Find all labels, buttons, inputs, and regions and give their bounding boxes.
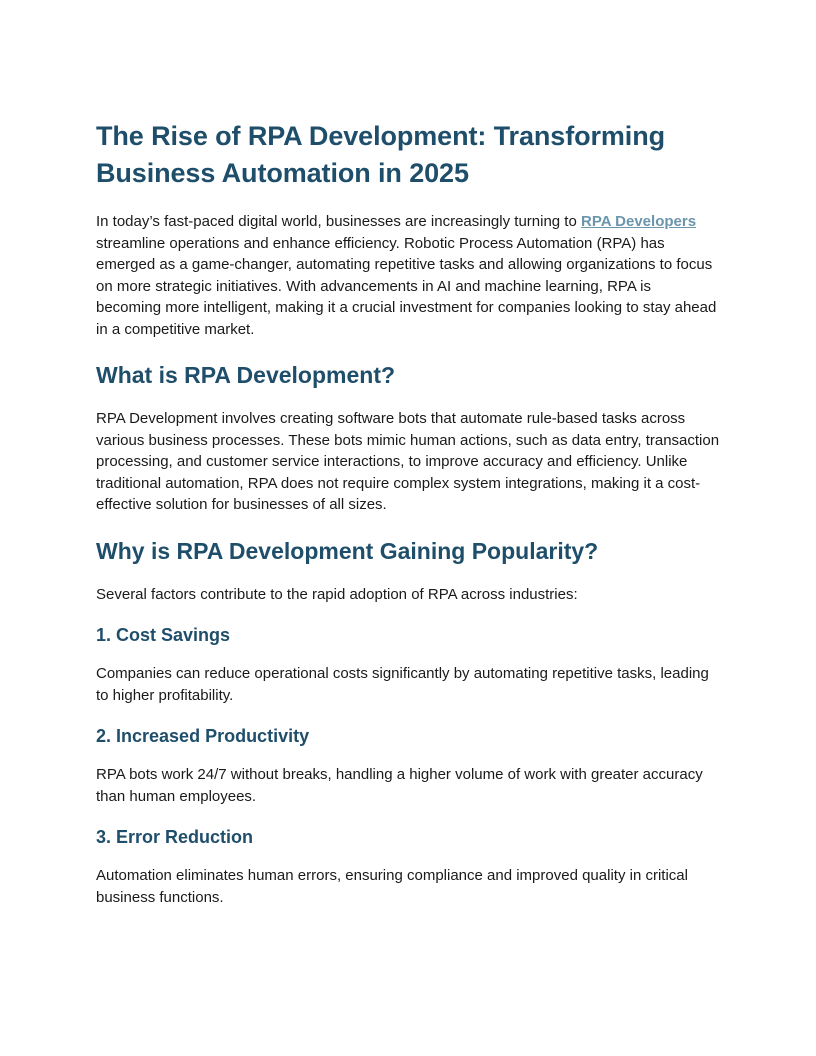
section-heading-what-is-rpa: What is RPA Development? <box>96 362 396 388</box>
intro-text-before-link: In today’s fast-paced digital world, businesses are increasingly turning to <box>96 213 581 230</box>
rpa-developers-link[interactable]: RPA Developers <box>581 213 697 230</box>
body-error-reduction: Automation eliminates human errors, ensuring compliance and improved quality in critical business functions. <box>96 867 688 906</box>
intro-paragraph <box>96 211 720 340</box>
section-heading-why-rpa: Why is RPA Development Gaining Popularity? <box>96 537 599 564</box>
body-cost-savings: Companies can reduce operational costs significantly by automating repetitive tasks, leading to higher profitability. <box>96 665 709 704</box>
page-title: The Rise of RPA Development: Transforming Business Automation in 2025 <box>96 121 665 188</box>
subheading-error-reduction: 3. Error Reduction <box>96 827 254 847</box>
section-intro-why-rpa: Several factors contribute to the rapid adoption of RPA across industries: <box>96 585 578 603</box>
subheading-cost-savings: 1. Cost Savings <box>96 625 231 645</box>
subheading-increased-productivity: 2. Increased Productivity <box>96 726 310 746</box>
section-body-what-is-rpa: RPA Development involves creating software bots that automate rule-based tasks across various business processes. These bots mimic human actions, such as data entry, transaction processing, and customer service interactions, to improve accuracy and efficiency. Unlike traditional automation, RPA does not require complex system integrations, making it a cost-effective solution for businesses of all sizes. <box>96 410 720 513</box>
intro-text-after-link: streamline operations and enhance efficiency. Robotic Process Automation (RPA) has emerged as a game-changer, automating repetitive tasks and allowing organizations to focus on more strategic initiatives. With advancements in AI and machine learning, RPA is becoming more intelligent, making it a crucial investment for companies looking to stay ahead in a competitive market. <box>96 234 717 338</box>
body-increased-productivity: RPA bots work 24/7 without breaks, handling a higher volume of work with greater accuracy than human employees. <box>96 766 703 805</box>
